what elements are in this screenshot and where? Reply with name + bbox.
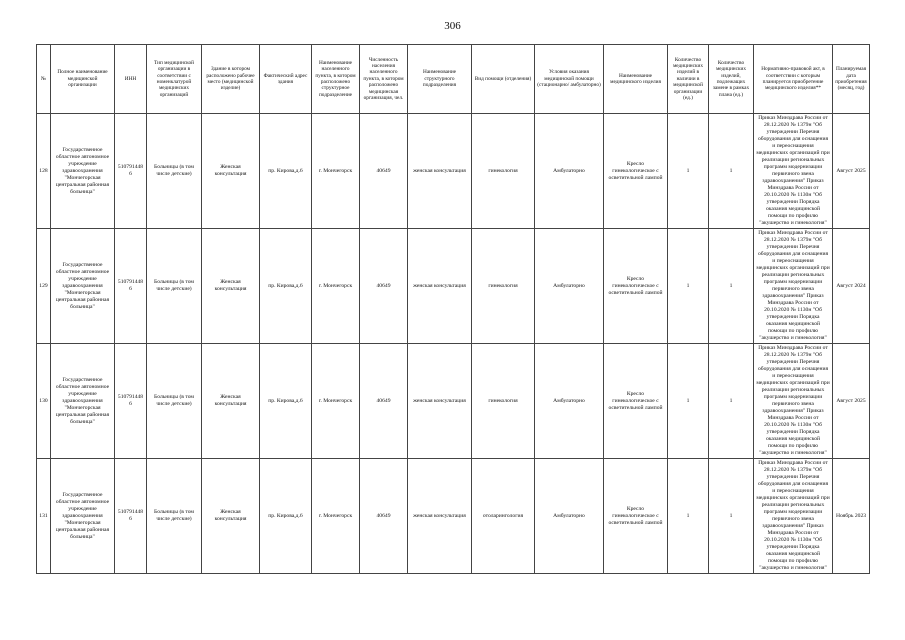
cell-conditions: Амбулаторно — [535, 114, 604, 229]
cell-unit: женская консультация — [408, 114, 472, 229]
col-header-qty-have: Количество медицинских изделий в наличии в медицинской организации (ед.) — [668, 45, 709, 114]
cell-org-type: Больницы (в том числе детские) — [147, 344, 202, 459]
cell-number: 131 — [37, 459, 51, 574]
cell-unit: женская консультация — [408, 344, 472, 459]
equipment-register-table — [36, 44, 870, 574]
cell-care-type: гинекология — [472, 344, 535, 459]
cell-qty-replace: 1 — [709, 459, 754, 574]
cell-device: Кресло гинекологическое с осветительной лампой — [604, 344, 668, 459]
cell-organization: Государственное областное автономное учреждение здравоохранения "Мончегорская центральная районная больница" — [51, 344, 115, 459]
cell-unit: женская консультация — [408, 459, 472, 574]
cell-address: пр. Кирова,д.6 — [260, 229, 312, 344]
cell-date: Август 2025 — [833, 114, 870, 229]
header-row — [37, 45, 870, 114]
cell-device: Кресло гинекологическое с осветительной лампой — [604, 229, 668, 344]
col-header-org-type: Тип медицинской организации в соответствии с номенклатурой медицинских организаций — [147, 45, 202, 114]
table-row — [37, 229, 870, 344]
cell-building: Женская консультация — [202, 229, 260, 344]
cell-qty-have: 1 — [668, 344, 709, 459]
table-row — [37, 114, 870, 229]
col-header-number: № — [37, 45, 51, 114]
cell-qty-have: 1 — [668, 114, 709, 229]
cell-conditions: Амбулаторно — [535, 229, 604, 344]
col-header-qty-replace: Количество медицинских изделий, подлежащих замене в рамках плана (ед.) — [709, 45, 754, 114]
cell-care-type: гинекология — [472, 229, 535, 344]
cell-care-type: отоларингология — [472, 459, 535, 574]
cell-number: 129 — [37, 229, 51, 344]
cell-population: 40649 — [360, 459, 408, 574]
cell-building: Женская консультация — [202, 114, 260, 229]
cell-device: Кресло гинекологическое с осветительной лампой — [604, 114, 668, 229]
col-header-device: Наименование медицинского изделия — [604, 45, 668, 114]
col-header-date: Планируемая дата приобретения (месяц, год) — [833, 45, 870, 114]
cell-date: Август 2025 — [833, 344, 870, 459]
cell-address: пр. Кирова,д.6 — [260, 459, 312, 574]
cell-document: Приказ Минздрава России от 28.12.2020 № 1379н "Об утверждении Перечня оборудования для оснащения и переоснащения медицинских организаций при реализации региональных программ модернизации первичного звена здравоохранения" Приказ Минздрава России от 20.10.2020 № 1130н "Об утверждении Порядка оказания медицинской помощи по профилю "акушерство и гинекология" — [754, 114, 833, 229]
cell-document: Приказ Минздрава России от 28.12.2020 № 1379н "Об утверждении Перечня оборудования для оснащения и переоснащения медицинских организаций при реализации региональных программ модернизации первичного звена здравоохранения" Приказ Минздрава России от 20.10.2020 № 1130н "Об утверждении Порядка оказания медицинской помощи по профилю "акушерство и гинекология" — [754, 344, 833, 459]
cell-organization: Государственное областное автономное учреждение здравоохранения "Мончегорская центральная районная больница" — [51, 229, 115, 344]
page-number: 306 — [444, 20, 461, 32]
cell-qty-replace: 1 — [709, 114, 754, 229]
table-row — [37, 344, 870, 459]
col-header-unit: Наименование структурного подразделения — [408, 45, 472, 114]
col-header-inn: ИНН — [115, 45, 147, 114]
cell-org-type: Больницы (в том числе детские) — [147, 229, 202, 344]
cell-qty-replace: 1 — [709, 344, 754, 459]
cell-address: пр. Кирова,д.6 — [260, 344, 312, 459]
cell-organization: Государственное областное автономное учреждение здравоохранения "Мончегорская центральная районная больница" — [51, 459, 115, 574]
cell-population: 40649 — [360, 344, 408, 459]
cell-building: Женская консультация — [202, 459, 260, 574]
col-header-population: Численность населения населенного пункта, в котором расположено медицинская организация, чел. — [360, 45, 408, 114]
cell-locality: г. Мончегорск — [312, 114, 360, 229]
col-header-conditions: Условия оказания медицинской помощи (стационарно/ амбулаторно) — [535, 45, 604, 114]
col-header-locality: Наименование населенного пункта, в котором расположено структурное подразделение — [312, 45, 360, 114]
cell-document: Приказ Минздрава России от 28.12.2020 № 1379н "Об утверждении Перечня оборудования для оснащения и переоснащения медицинских организаций при реализации региональных программ модернизации первичного звена здравоохранения" Приказ Минздрава России от 20.10.2020 № 1130н "Об утверждении Порядка оказания медицинской помощи по профилю "акушерство и гинекология" — [754, 459, 833, 574]
cell-locality: г. Мончегорск — [312, 459, 360, 574]
cell-device: Кресло гинекологическое с осветительной лампой — [604, 459, 668, 574]
cell-organization: Государственное областное автономное учреждение здравоохранения "Мончегорская центральная районная больница" — [51, 114, 115, 229]
cell-conditions: Амбулаторно — [535, 459, 604, 574]
cell-locality: г. Мончегорск — [312, 229, 360, 344]
cell-document: Приказ Минздрава России от 28.12.2020 № 1379н "Об утверждении Перечня оборудования для оснащения и переоснащения медицинских организаций при реализации региональных программ модернизации первичного звена здравоохранения" Приказ Минздрава России от 20.10.2020 № 1130н "Об утверждении Порядка оказания медицинской помощи по профилю "акушерство и гинекология" — [754, 229, 833, 344]
col-header-organization: Полное наименование медицинской организации — [51, 45, 115, 114]
cell-number: 128 — [37, 114, 51, 229]
cell-locality: г. Мончегорск — [312, 344, 360, 459]
cell-inn: 5107914486 — [115, 344, 147, 459]
cell-care-type: гинекология — [472, 114, 535, 229]
col-header-address: Фактический адрес здания — [260, 45, 312, 114]
cell-population: 40649 — [360, 114, 408, 229]
cell-building: Женская консультация — [202, 344, 260, 459]
cell-inn: 5107914486 — [115, 114, 147, 229]
cell-inn: 5107914486 — [115, 229, 147, 344]
cell-date: Август 2024 — [833, 229, 870, 344]
cell-date: Ноябрь 2023 — [833, 459, 870, 574]
table-row — [37, 459, 870, 574]
cell-unit: женская консультация — [408, 229, 472, 344]
col-header-care-type: Вид помощи (отделения) — [472, 45, 535, 114]
cell-conditions: Амбулаторно — [535, 344, 604, 459]
cell-org-type: Больницы (в том числе детские) — [147, 114, 202, 229]
cell-qty-have: 1 — [668, 229, 709, 344]
cell-address: пр. Кирова,д.6 — [260, 114, 312, 229]
col-header-building: Здание в котором расположено рабочее место (медицинской изделие) — [202, 45, 260, 114]
cell-population: 40649 — [360, 229, 408, 344]
cell-inn: 5107914486 — [115, 459, 147, 574]
cell-number: 130 — [37, 344, 51, 459]
cell-org-type: Больницы (в том числе детские) — [147, 459, 202, 574]
col-header-document: Нормативно-правовой акт, в соответствии с которым планируется приобретение медицинского изделия** — [754, 45, 833, 114]
cell-qty-have: 1 — [668, 459, 709, 574]
cell-qty-replace: 1 — [709, 229, 754, 344]
